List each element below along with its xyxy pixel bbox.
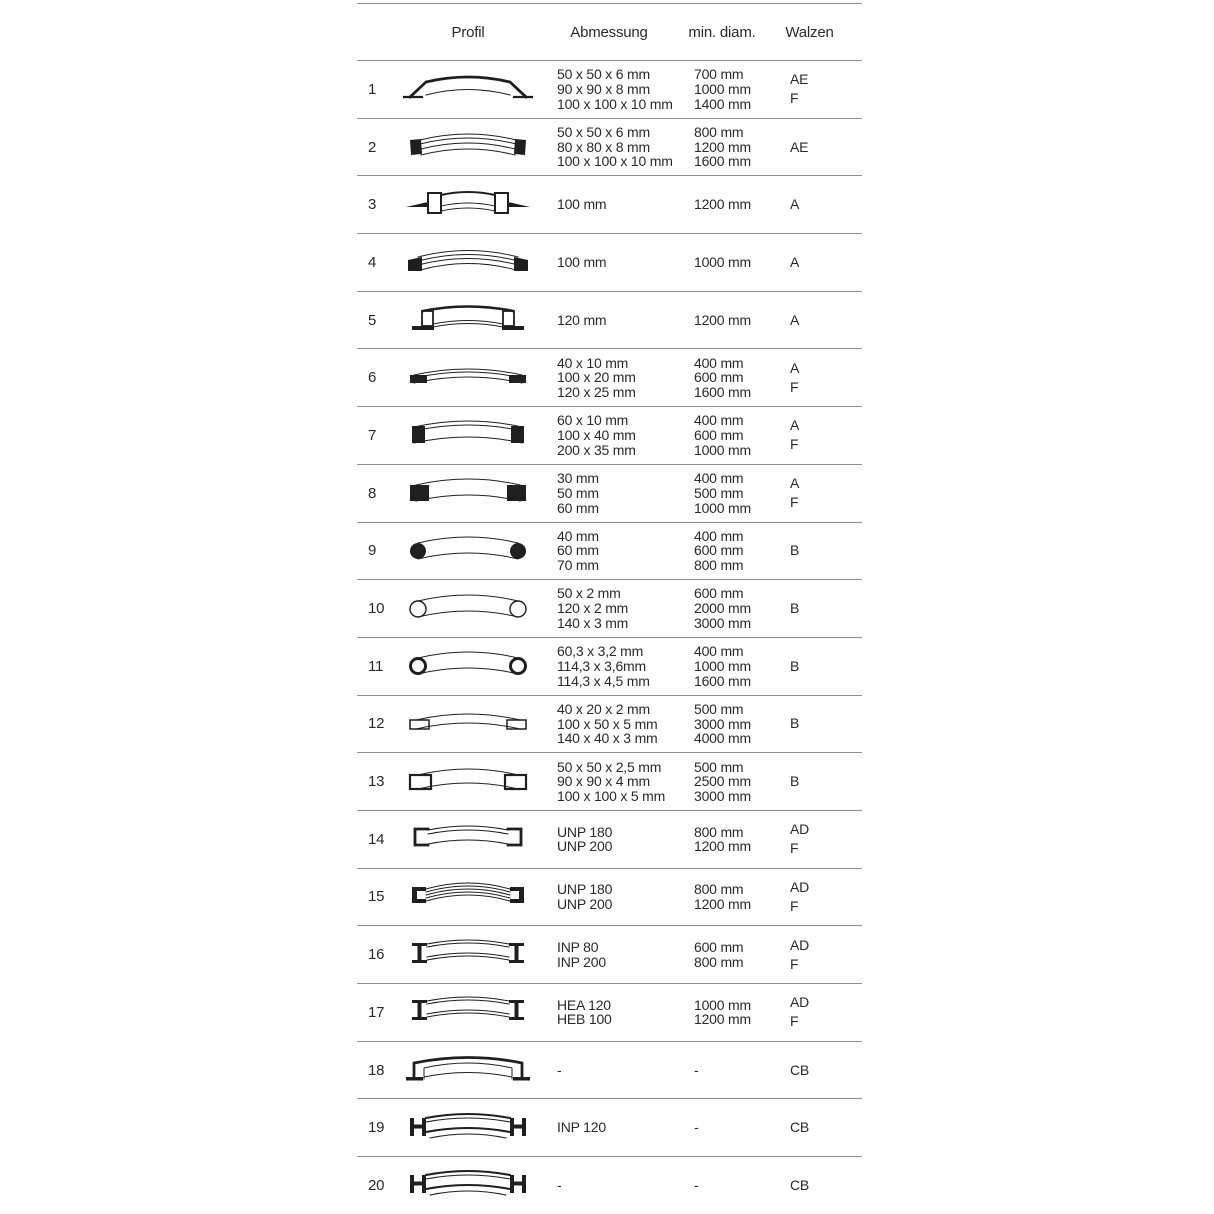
dimension-line: 100 mm	[557, 254, 607, 271]
abmessung-cell	[539, 67, 679, 111]
table-row	[357, 349, 862, 407]
profile-drawing-cell	[397, 242, 539, 282]
abmessung-cell	[539, 1120, 679, 1135]
rollers-line: F	[790, 840, 799, 857]
min_diam-cell	[679, 998, 775, 1027]
walzen-cell	[775, 820, 862, 858]
profile-drawing-cell	[397, 69, 539, 109]
rollers-line: AD	[790, 936, 810, 953]
rollers-line: A	[790, 417, 800, 434]
min-diameter-line: 600 mm	[694, 542, 744, 559]
round-bar-icon	[402, 531, 534, 571]
header-min-diam: min. diam.	[688, 23, 756, 41]
walzen-cell	[775, 599, 862, 618]
rect-tube-icon	[402, 704, 534, 744]
flat-bar-icon	[402, 358, 534, 398]
row-number: 19	[368, 1119, 385, 1137]
angle-hard-way-profile-icon	[402, 242, 534, 282]
angle-flat-profile-icon	[402, 127, 534, 167]
profile-bending-table	[357, 3, 862, 1214]
table-header-row	[357, 4, 862, 61]
min-diameter-line: 600 mm	[694, 585, 744, 602]
min-diameter-line: 3000 mm	[694, 614, 751, 631]
min_diam-cell	[679, 586, 775, 630]
min-diameter-line: -	[694, 1177, 699, 1194]
min-diameter-line: 1000 mm	[694, 996, 751, 1013]
dimension-line: UNP 200	[557, 838, 613, 855]
min_diam-cell	[679, 471, 775, 515]
rollers-line: CB	[790, 1119, 810, 1136]
rollers-line: AE	[790, 71, 809, 88]
profile-drawing-cell	[397, 1050, 539, 1090]
rollers-line: F	[790, 378, 799, 395]
min-diameter-line: 4000 mm	[694, 730, 751, 747]
rollers-line: B	[790, 773, 800, 790]
table-row	[357, 638, 862, 696]
min-diameter-line: 1200 mm	[694, 838, 751, 855]
walzen-cell	[775, 474, 862, 512]
min-diameter-line: 500 mm	[694, 700, 744, 717]
abmessung-cell	[539, 413, 679, 457]
walzen-cell	[775, 311, 862, 330]
walzen-cell	[775, 993, 862, 1031]
table-row	[357, 465, 862, 523]
rollers-line: F	[790, 897, 799, 914]
table-row	[357, 523, 862, 581]
row-number: 7	[368, 426, 377, 444]
min_diam-cell	[679, 1120, 775, 1135]
dimension-line: 200 x 35 mm	[557, 441, 636, 458]
profile-drawing-cell	[397, 992, 539, 1032]
row-number: 6	[368, 369, 377, 387]
min-diameter-line: 2000 mm	[694, 600, 751, 617]
min_diam-cell	[679, 125, 775, 169]
min_diam-cell	[679, 1063, 775, 1078]
min-diameter-line: 600 mm	[694, 938, 744, 955]
angle-profile-icon	[402, 69, 534, 109]
min-diameter-line: 700 mm	[694, 66, 744, 83]
profile-drawing-cell	[397, 415, 539, 455]
row-number: 8	[368, 484, 377, 502]
walzen-cell	[775, 714, 862, 733]
profile-drawing-cell	[397, 646, 539, 686]
abmessung-cell	[539, 825, 679, 854]
dimension-line: 40 x 10 mm	[557, 354, 629, 371]
row-number: 5	[368, 311, 377, 329]
walzen-cell	[775, 1176, 862, 1195]
dimension-line: 140 x 40 x 3 mm	[557, 730, 658, 747]
tube-icon	[402, 589, 534, 629]
walzen-cell	[775, 657, 862, 676]
min_diam-cell	[679, 255, 775, 270]
min-diameter-line: 1600 mm	[694, 153, 751, 170]
walzen-cell	[775, 772, 862, 791]
dimension-line: 100 x 40 mm	[557, 427, 636, 444]
dimension-line: 114,3 x 4,5 mm	[557, 672, 650, 689]
table-row	[357, 1099, 862, 1157]
u-profile-icon	[402, 1050, 534, 1090]
table-row	[357, 1042, 862, 1100]
row-number: 11	[368, 657, 384, 675]
dimension-line: 90 x 90 x 4 mm	[557, 773, 650, 790]
i-beam-web-icon	[402, 1165, 534, 1205]
min-diameter-line: 800 mm	[694, 557, 744, 574]
walzen-cell	[775, 1061, 862, 1080]
row-number: 1	[368, 80, 377, 98]
rollers-line: F	[790, 955, 799, 972]
i-beam-icon	[402, 992, 534, 1032]
dimension-line: 60,3 x 3,2 mm	[557, 643, 644, 660]
dimension-line: 90 x 90 x 8 mm	[557, 80, 650, 97]
min_diam-cell	[679, 313, 775, 328]
min-diameter-line: 800 mm	[694, 881, 744, 898]
min-diameter-line: 500 mm	[694, 484, 744, 501]
dimension-line: 50 x 50 x 2,5 mm	[557, 758, 662, 775]
row-number: 3	[368, 196, 377, 214]
min-diameter-line: 1400 mm	[694, 95, 751, 112]
min_diam-cell	[679, 702, 775, 746]
min-diameter-line: 1000 mm	[694, 80, 751, 97]
dimension-line: 60 mm	[557, 499, 599, 516]
min-diameter-line: 800 mm	[694, 823, 744, 840]
dimension-line: 114,3 x 3,6mm	[557, 657, 646, 674]
table-row	[357, 580, 862, 638]
dimension-line: 30 mm	[557, 470, 599, 487]
rollers-line: AD	[790, 994, 810, 1011]
dimension-line: 80 x 80 x 8 mm	[557, 138, 650, 155]
table-row	[357, 234, 862, 292]
rollers-line: AD	[790, 878, 810, 895]
rollers-line: CB	[790, 1176, 810, 1193]
rollers-line: B	[790, 715, 800, 732]
rollers-line: A	[790, 359, 800, 376]
dimension-line: 40 x 20 x 2 mm	[557, 700, 650, 717]
row-number: 9	[368, 542, 377, 560]
min-diameter-line: 1200 mm	[694, 138, 751, 155]
row-number: 20	[368, 1176, 385, 1194]
min-diameter-line: 1000 mm	[694, 254, 751, 271]
dimension-line: 100 x 20 mm	[557, 369, 636, 386]
profile-drawing-cell	[397, 704, 539, 744]
table-body	[357, 61, 862, 1214]
abmessung-cell	[539, 197, 679, 212]
min-diameter-line: 600 mm	[694, 369, 744, 386]
profile-drawing-cell	[397, 358, 539, 398]
table-row	[357, 176, 862, 234]
channel-flange-icon	[402, 819, 534, 859]
dimension-line: UNP 200	[557, 895, 613, 912]
abmessung-cell	[539, 702, 679, 746]
rollers-line: F	[790, 90, 799, 107]
dimension-line: UNP 180	[557, 823, 613, 840]
min-diameter-line: 1000 mm	[694, 441, 751, 458]
dimension-line: INP 80	[557, 938, 599, 955]
square-tube-icon	[402, 762, 534, 802]
dimension-line: 140 x 3 mm	[557, 614, 629, 631]
min-diameter-line: 400 mm	[694, 412, 744, 429]
rollers-line: F	[790, 494, 799, 511]
min_diam-cell	[679, 1178, 775, 1193]
row-number: 17	[368, 1003, 385, 1021]
rollers-line: F	[790, 1013, 799, 1030]
profile-drawing-cell	[397, 473, 539, 513]
row-number: 10	[368, 600, 385, 618]
min_diam-cell	[679, 882, 775, 911]
profile-drawing-cell	[397, 300, 539, 340]
rollers-line: A	[790, 475, 800, 492]
row-number: 2	[368, 138, 377, 156]
abmessung-cell	[539, 998, 679, 1027]
walzen-cell	[775, 878, 862, 916]
rollers-line: A	[790, 253, 800, 270]
table-row	[357, 753, 862, 811]
profile-drawing-cell	[397, 1108, 539, 1148]
min_diam-cell	[679, 644, 775, 688]
min-diameter-line: 400 mm	[694, 643, 744, 660]
dimension-line: 60 mm	[557, 542, 599, 559]
profile-drawing-cell	[397, 877, 539, 917]
walzen-cell	[775, 138, 862, 157]
rollers-line: A	[790, 311, 800, 328]
row-number: 15	[368, 888, 385, 906]
u-profile-feet-icon	[402, 300, 534, 340]
table-row	[357, 696, 862, 754]
profile-drawing-cell	[397, 762, 539, 802]
dimension-line: 50 mm	[557, 484, 599, 501]
abmessung-cell	[539, 313, 679, 328]
dimension-line: -	[557, 1177, 562, 1194]
table-row	[357, 119, 862, 177]
rollers-line: AD	[790, 821, 810, 838]
walzen-cell	[775, 936, 862, 974]
walzen-cell	[775, 195, 862, 214]
dimension-line: 70 mm	[557, 557, 599, 574]
rollers-line: B	[790, 657, 800, 674]
table-row	[357, 984, 862, 1042]
rollers-line: A	[790, 196, 800, 213]
row-number: 12	[368, 715, 385, 733]
channel-web-icon	[402, 877, 534, 917]
walzen-cell	[775, 1118, 862, 1137]
abmessung-cell	[539, 529, 679, 573]
dimension-line: 60 x 10 mm	[557, 412, 629, 429]
min_diam-cell	[679, 197, 775, 212]
min-diameter-line: 1200 mm	[694, 311, 751, 328]
dimension-line: 120 x 25 mm	[557, 384, 636, 401]
dimension-line: HEB 100	[557, 1011, 612, 1028]
abmessung-cell	[539, 882, 679, 911]
profile-drawing-cell	[397, 531, 539, 571]
walzen-cell	[775, 253, 862, 272]
table-row	[357, 926, 862, 984]
min_diam-cell	[679, 940, 775, 969]
flat-bar-edge-icon	[402, 415, 534, 455]
rollers-line: B	[790, 600, 800, 617]
profile-drawing-cell	[397, 589, 539, 629]
rollers-line: CB	[790, 1061, 810, 1078]
dimension-line: 50 x 2 mm	[557, 585, 621, 602]
dimension-line: INP 200	[557, 953, 606, 970]
table-row	[357, 811, 862, 869]
abmessung-cell	[539, 356, 679, 400]
row-number: 14	[368, 830, 385, 848]
abmessung-cell	[539, 940, 679, 969]
min_diam-cell	[679, 825, 775, 854]
min_diam-cell	[679, 529, 775, 573]
table-row	[357, 869, 862, 927]
row-number: 16	[368, 946, 385, 964]
min-diameter-line: -	[694, 1061, 699, 1078]
dimension-line: INP 120	[557, 1119, 606, 1136]
rollers-line: AE	[790, 138, 809, 155]
min_diam-cell	[679, 760, 775, 804]
min-diameter-line: 800 mm	[694, 123, 744, 140]
dimension-line: 40 mm	[557, 527, 599, 544]
min-diameter-line: 1200 mm	[694, 1011, 751, 1028]
min-diameter-line: 800 mm	[694, 953, 744, 970]
dimension-line: 120 mm	[557, 311, 607, 328]
dimension-line: 100 mm	[557, 196, 607, 213]
tee-profile-icon	[402, 185, 534, 225]
dimension-line: 100 x 100 x 10 mm	[557, 153, 673, 170]
table-row	[357, 61, 862, 119]
row-number: 13	[368, 773, 385, 791]
i-beam-icon	[402, 935, 534, 975]
min_diam-cell	[679, 67, 775, 111]
abmessung-cell	[539, 586, 679, 630]
min-diameter-line: 600 mm	[694, 427, 744, 444]
abmessung-cell	[539, 1063, 679, 1078]
rollers-line: F	[790, 436, 799, 453]
row-number: 18	[368, 1061, 385, 1079]
dimension-line: HEA 120	[557, 996, 611, 1013]
abmessung-cell	[539, 1178, 679, 1193]
dimension-line: 100 x 100 x 5 mm	[557, 787, 666, 804]
dimension-line: 50 x 50 x 6 mm	[557, 66, 650, 83]
abmessung-cell	[539, 125, 679, 169]
min_diam-cell	[679, 413, 775, 457]
header-walzen: Walzen	[785, 23, 834, 41]
min-diameter-line: 1600 mm	[694, 672, 751, 689]
table-row	[357, 292, 862, 350]
table-row	[357, 1157, 862, 1214]
profile-drawing-cell	[397, 127, 539, 167]
dimension-line: 50 x 50 x 6 mm	[557, 123, 650, 140]
dimension-line: 100 x 50 x 5 mm	[557, 715, 658, 732]
min-diameter-line: -	[694, 1119, 699, 1136]
header-profil: Profil	[451, 23, 485, 41]
min-diameter-line: 1200 mm	[694, 895, 751, 912]
min-diameter-line: 400 mm	[694, 527, 744, 544]
abmessung-cell	[539, 760, 679, 804]
profile-drawing-cell	[397, 935, 539, 975]
rollers-line: B	[790, 542, 800, 559]
abmessung-cell	[539, 644, 679, 688]
min-diameter-line: 3000 mm	[694, 787, 751, 804]
square-bar-icon	[402, 473, 534, 513]
profile-drawing-cell	[397, 819, 539, 859]
min-diameter-line: 3000 mm	[694, 715, 751, 732]
i-beam-web-icon	[402, 1108, 534, 1148]
dimension-line: 100 x 100 x 10 mm	[557, 95, 673, 112]
walzen-cell	[775, 70, 862, 108]
dimension-line: 120 x 2 mm	[557, 600, 629, 617]
walzen-cell	[775, 416, 862, 454]
dimension-line: UNP 180	[557, 881, 613, 898]
min-diameter-line: 400 mm	[694, 354, 744, 371]
abmessung-cell	[539, 255, 679, 270]
table-row	[357, 407, 862, 465]
min-diameter-line: 2500 mm	[694, 773, 751, 790]
header-abmessung: Abmessung	[570, 23, 648, 41]
profile-drawing-cell	[397, 185, 539, 225]
walzen-cell	[775, 541, 862, 560]
dimension-line: -	[557, 1061, 562, 1078]
min-diameter-line: 1000 mm	[694, 657, 751, 674]
min_diam-cell	[679, 356, 775, 400]
min-diameter-line: 1600 mm	[694, 384, 751, 401]
thick-tube-icon	[402, 646, 534, 686]
min-diameter-line: 1000 mm	[694, 499, 751, 516]
min-diameter-line: 400 mm	[694, 470, 744, 487]
min-diameter-line: 500 mm	[694, 758, 744, 775]
profile-drawing-cell	[397, 1165, 539, 1205]
abmessung-cell	[539, 471, 679, 515]
walzen-cell	[775, 359, 862, 397]
row-number: 4	[368, 253, 377, 271]
min-diameter-line: 1200 mm	[694, 196, 751, 213]
